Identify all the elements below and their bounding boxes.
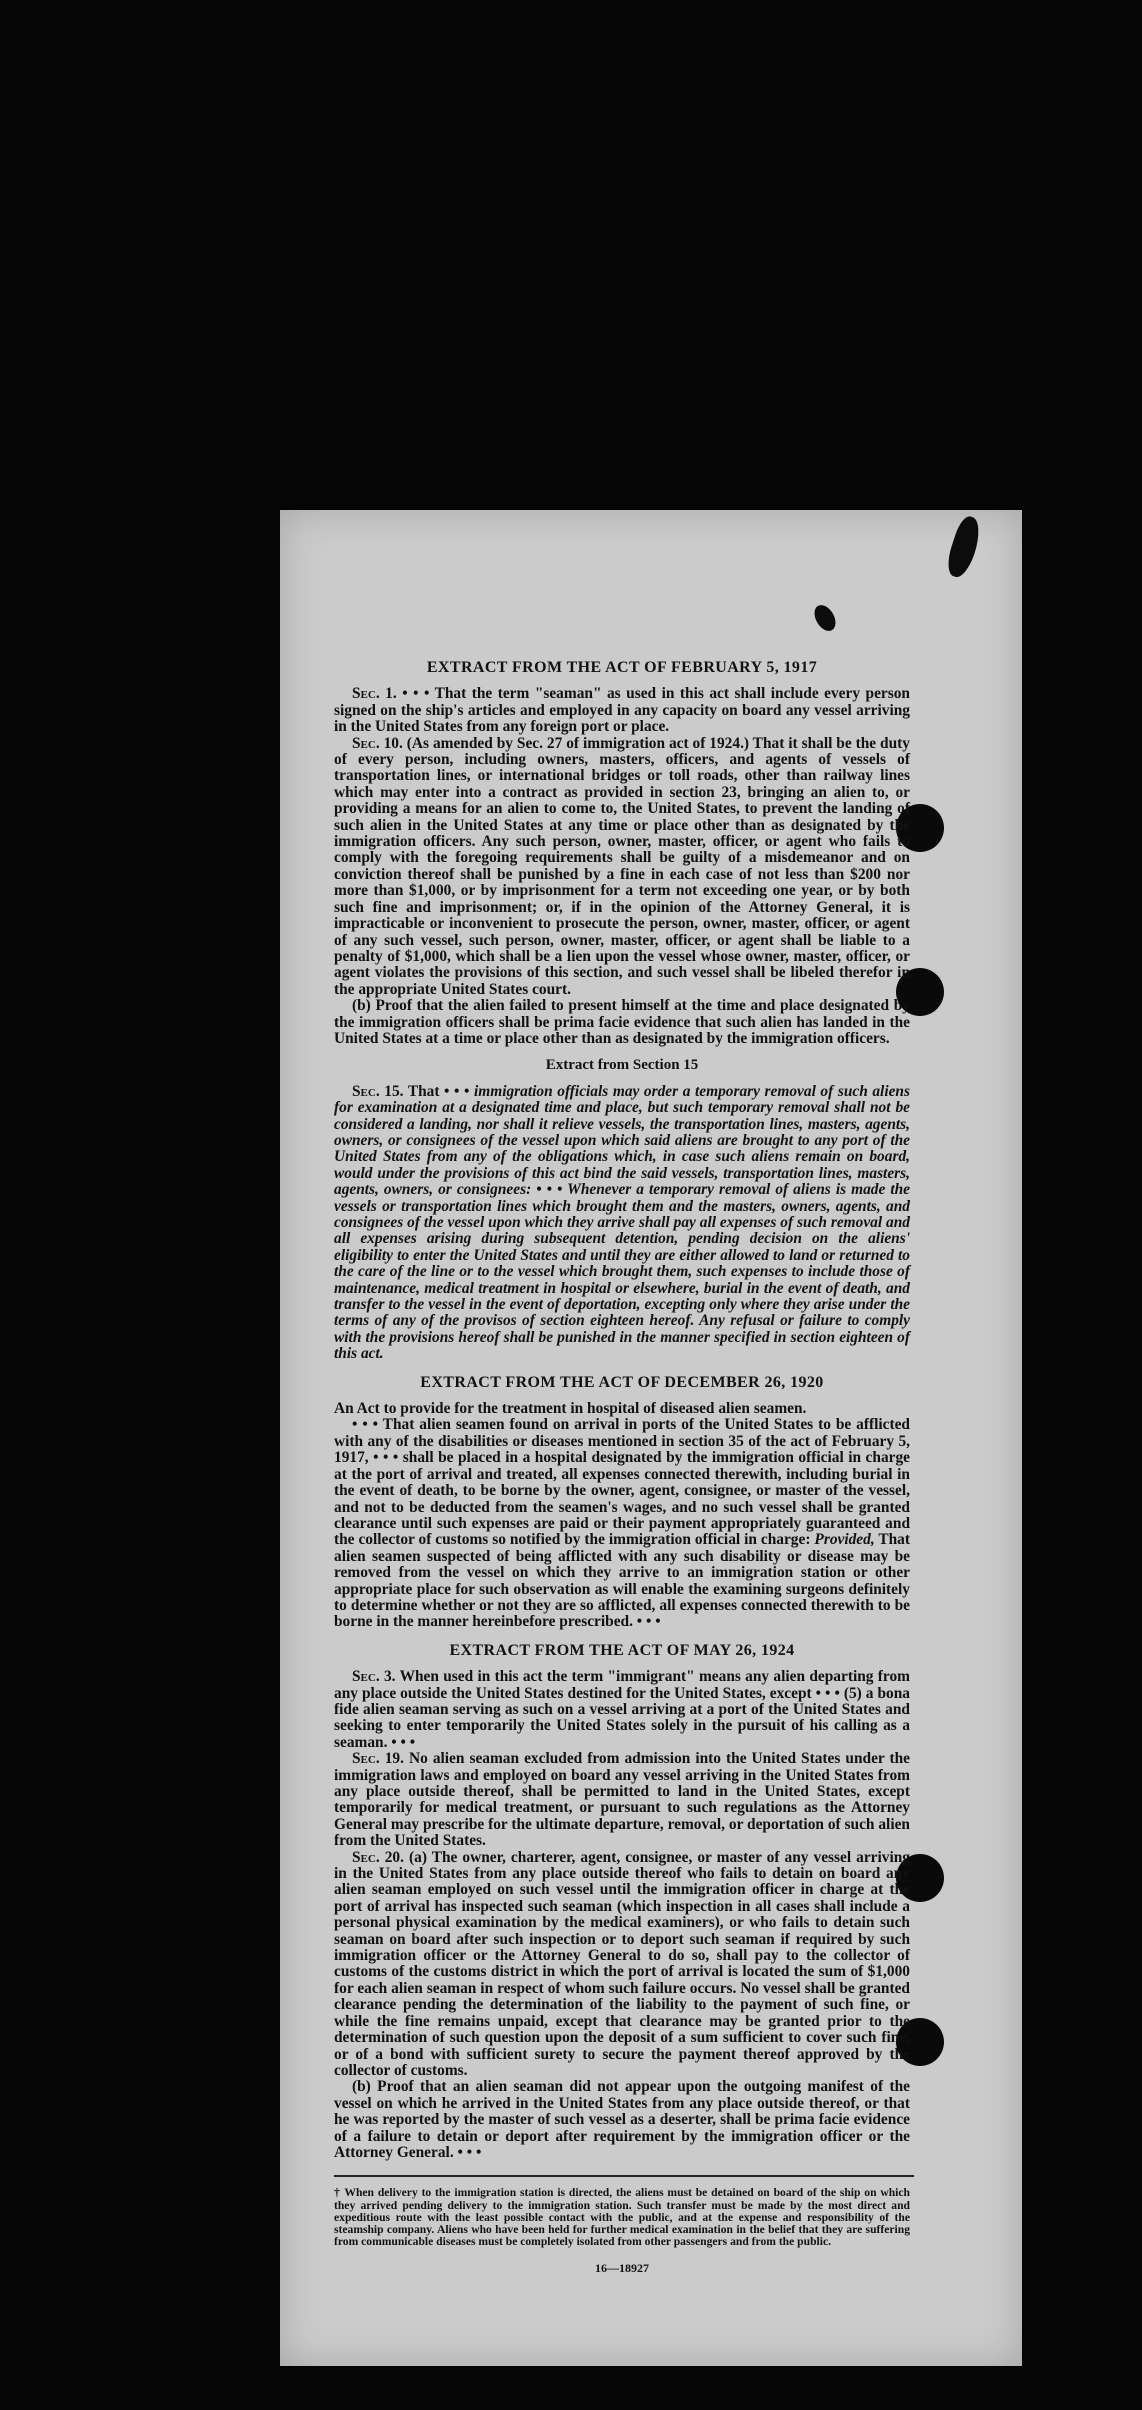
document-body: [334, 660, 910, 2277]
section-text: • • • That the term "seaman" as used in this act shall include every person signed on the ship's articles and employed in any capacity on board any vessel arriving in the United States from any foreign port or place.: [334, 685, 910, 736]
heading-act-1924: EXTRACT FROM THE ACT OF MAY 26, 1924: [449, 1641, 795, 1659]
section-1: [334, 686, 910, 735]
footnote: † When delivery to the immigration station is directed, the aliens must be detained on board of the ship on which they arrived pending delivery to the immigration station. Such transfer must be made by the most direct and expeditious route with the least possible contact with the public, and at the expense and responsibility of the steamship company. Aliens who have been held for further medical examination in the belief that they are suffering from communicable diseases must be completely isolated from other passengers and from the public.: [334, 2186, 910, 2249]
heading-section-15: Extract from Section 15: [545, 1057, 699, 1074]
section-10: [334, 736, 910, 999]
form-number: 16—18927: [595, 2261, 649, 2276]
section-lead: That • • •: [407, 1082, 470, 1100]
act-text: That alien seamen suspected of being afflicted with any such disability or disease may be removed from the vessel on which they arrive to an immigration station or other appropriate place for such observation as will enable the examining surgeons definitely to determine whether or not they are so afflicted, all expenses connected therewith to be borne in the manner hereinbefore prescribed. • • •: [334, 1531, 911, 1631]
ink-spot: [810, 601, 840, 634]
act-1920-title: An Act to provide for the treatment in hospital of diseased alien seamen.: [334, 1400, 807, 1418]
section-label: Sec. 3.: [352, 1668, 396, 1686]
section-label: Sec. 1.: [352, 685, 397, 703]
section-10-b: (b) Proof that the alien failed to present himself at the time and place designated by the immigration officers shall be prima facie evidence that such alien has landed in the United States at a time or place other than as designated by the immigration officers.: [334, 997, 910, 1047]
section-3: [334, 1669, 910, 1751]
section-label: Sec. 10.: [352, 734, 403, 752]
ink-blot: [943, 514, 985, 580]
section-15: [334, 1084, 910, 1363]
section-text: (As amended by Sec. 27 of immigration act of 1924.) That it shall be the duty of every person, including owners, masters, officers, and agents of vessels of transportation lines, or international bridges or toll roads, other than railway lines which may enter into a contract as provided in section 23, bringing an alien to, or providing a means for an alien to come to, the United States, to prevent the landing of such alien in the United States at any time or place other than as designated by the immigration officers. Any such person, owner, master, officer, or agent who fails to comply with the foregoing requirements shall be guilty of a misdemeanor and on conviction thereof shall be punished by a fine in each case of not less than $200 nor more than $1,000, or by imprisonment for a term not exceeding one year, or by both such fine and imprisonment; or, if in the opinion of the Attorney General, it is impracticable or inconvenient to prosecute the person, owner, master, officer, or agent of any such vessel, such person, owner, master, officer, or agent shall be liable to a penalty of $1,000, which shall be a lien upon the vessel whose owner, master, officer, or agent violates the provisions of this section, and such vessel shall be libeled therefor in the appropriate United States court.: [334, 734, 910, 998]
heading-act-1920: EXTRACT FROM THE ACT OF DECEMBER 26, 1920: [420, 1373, 824, 1391]
section-text: No alien seaman excluded from admission into the United States under the immigration laws and employed on board any vessel arriving in the United States from any place outside thereof, shall be permitted to land in the United States, except temporarily for medical treatment, or pursuant to such regulations as the Attorney General may prescribe for the ultimate departure, removal, or deportation of such alien from the United States.: [334, 1750, 910, 1850]
section-label: Sec. 19.: [352, 1750, 404, 1768]
section-text: immigration officials may order a temporary removal of such aliens for examination at a designated time and place, but such temporary removal shall not be considered a landing, nor shall it relieve vessels, the transportation lines, masters, agents, owners, or consignees of the vessel upon which said aliens are brought to any port of the United States from any of the obligations which, in case such aliens remain on board, would under the provisions of this act bind the said vessels, transportation lines, masters, agents, owners, or consignees: • • • Whenever a temporary removal of aliens is made the vessels or transportation lines which brought them and the masters, owners, agents, and consignees of the vessel upon which they arrive shall pay all expenses of such removal and all expenses arising during subsequent detention, pending decision on the aliens' eligibility to enter the United States and until they are either allowed to land or returned to the care of the line or to the vessel which brought them, such expenses to include those of maintenance, medical treatment in hospital or elsewhere, burial in the event of death, and transfer to the vessel in the event of deportation, excepting only where they arise under the terms of any of the provisos of section eighteen hereof. Any refusal or failure to comply with the provisions hereof shall be punished in the manner specified in section eighteen of this act.: [334, 1082, 910, 1363]
section-19: [334, 1751, 910, 1849]
document-page: [280, 510, 1022, 2366]
section-text: When used in this act the term "immigrant" means any alien departing from any place outside the United States destined for the United States, except • • • (5) a bona fide alien seaman serving as such on a vessel arriving at a port of the United States and seeking to enter temporarily the United States solely in the pursuit of his calling as a seaman. • • •: [334, 1668, 910, 1751]
section-label: Sec. 15.: [352, 1082, 404, 1100]
heading-act-1917: EXTRACT FROM THE ACT OF FEBRUARY 5, 1917: [426, 659, 818, 676]
act-text: • • • That alien seamen found on arrival in ports of the United States to be afflicted with any of the disabilities or diseases mentioned in section 35 of the act of February 5, 1917, • • • shall be placed in a hospital designated by the immigration official in charge at the port of arrival and treated, all expenses connected therewith, including burial in the event of death, to be borne by the owner, agent, consignee, or master of the vessel, and not to be deducted from the seamen's wages, and no such vessel shall be granted clearance until such expenses are paid or their payment appropriately guaranteed and the collector of customs so notified by the immigration official in charge:: [334, 1416, 910, 1549]
divider: [334, 2175, 914, 2177]
section-20-b: (b) Proof that an alien seaman did not appear upon the outgoing manifest of the vessel on which he arrived in the United States from any place outside thereof, or that he was reported by the master of such vessel as a deserter, shall be prima facie evidence of a failure to detain or deport after requirement by the immigration officer or the Attorney General. • • •: [334, 2078, 910, 2161]
section-label: Sec. 20.: [352, 1848, 404, 1866]
proviso: Provided,: [814, 1531, 875, 1549]
section-20: [334, 1850, 910, 2080]
act-1920-body: [334, 1417, 910, 1630]
section-text: (a) The owner, charterer, agent, consignee, or master of any vessel arriving in the United States from any place outside thereof who fails to detain on board any alien seaman employed on such vessel until the immigration officer in charge at the port of arrival has inspected such seaman (which inspection in all cases shall include a personal physical examination by the medical examiners), or who fails to detain such seaman on board after such inspection or to deport such seaman if required by such immigration officer or the Attorney General to do so, shall pay to the collector of customs of the customs district in which the port of arrival is located the sum of $1,000 for each alien seaman in respect of whom such failure occurs. No vessel shall be granted clearance pending the determination of the liability to the payment of such fine, or while the fine remains unpaid, except that clearance may be granted prior to the determination of such question upon the deposit of a sum sufficient to cover such fine, or of a bond with sufficient surety to secure the payment thereof approved by the collector of customs.: [334, 1848, 910, 2079]
